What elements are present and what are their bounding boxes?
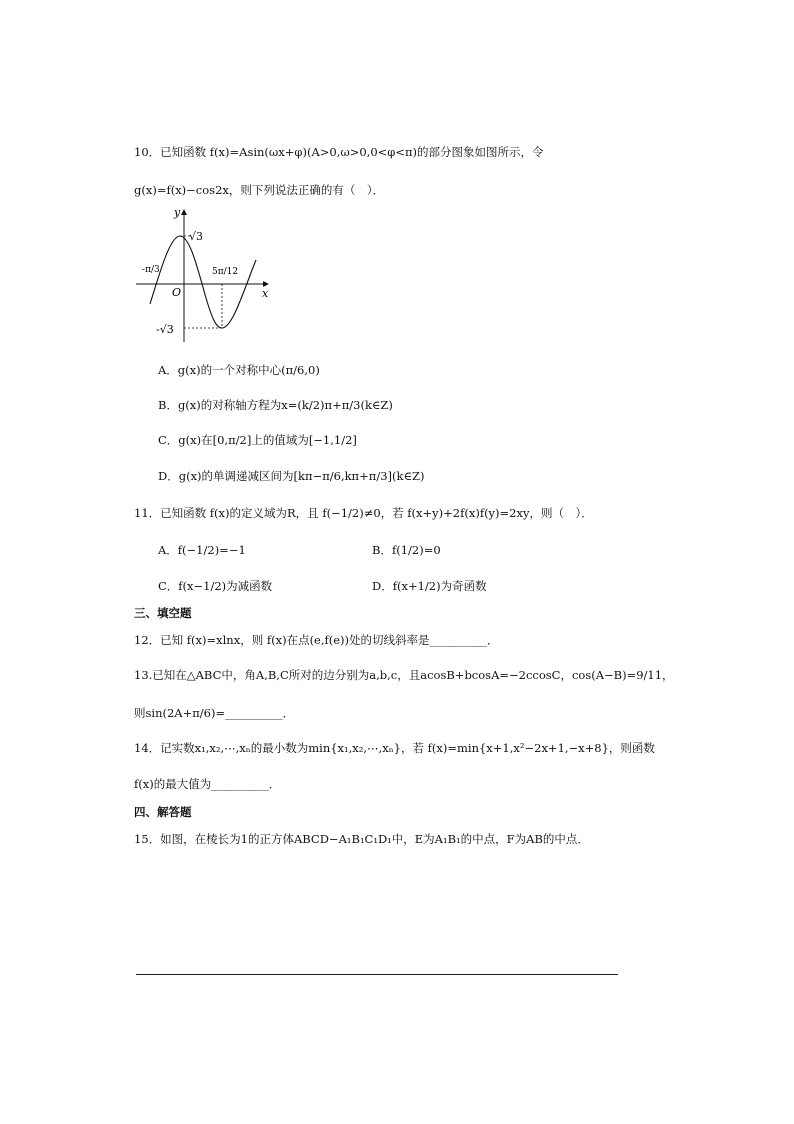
max-value-label: √3 [189, 230, 204, 243]
q10-option-c: C．g(x)在[0,π/2]上的值域为[−1,1/2] [158, 433, 357, 447]
q10-option-a: A．g(x)的一个对称中心(π/6,0) [158, 363, 320, 377]
sine-graph [130, 205, 290, 345]
left-zero-label: -π/3 [142, 265, 160, 275]
section-fill-in-blank: 三、填空题 [134, 606, 192, 620]
origin-label: O [172, 286, 182, 299]
q14-line1: 14．记实数x₁,x₂,⋯,xₙ的最小数为min{x₁,x₂,⋯,xₙ}，若 f(x)=min{x+1,x²−2x+1,−x+8}，则函数 [134, 741, 655, 755]
min-x-label: 5π/12 [212, 267, 239, 277]
q11-option-a: A．f(−1/2)=−1 [158, 543, 246, 557]
q11-option-c: C．f(x−1/2)为减函数 [158, 579, 273, 593]
q11-option-b: B．f(1/2)=0 [372, 543, 441, 557]
q11-stem: 11．已知函数 f(x)的定义域为R，且 f(−1/2)≠0，若 f(x+y)+2f(x)f(y)=2xy，则（ ）． [134, 506, 593, 520]
q10-option-b: B．g(x)的对称轴方程为x=(k/2)π+π/3(k∈Z) [158, 398, 393, 412]
section-answer-questions: 四、解答题 [134, 805, 192, 819]
q12: 12．已知 f(x)=xlnx，则 f(x)在点(e,f(e))处的切线斜率是__________． [134, 633, 499, 647]
y-axis-label: y [174, 206, 181, 219]
min-value-label: -√3 [156, 323, 174, 336]
q14-line2: f(x)的最大值为__________． [134, 777, 281, 791]
q10-stem-line1: 10．已知函数 f(x)=Asin(ωx+φ)(A>0,ω>0,0<φ<π)的部分图象如图所示，令 [134, 145, 544, 159]
q10-stem-line2: g(x)=f(x)−cos2x，则下列说法正确的有（ ）． [134, 183, 385, 197]
footer-rule [136, 974, 618, 975]
q11-option-d: D．f(x+1/2)为奇函数 [372, 579, 487, 593]
q15: 15．如图，在棱长为1的正方体ABCD−A₁B₁C₁D₁中，E为A₁B₁的中点，F为AB的中点． [134, 832, 589, 846]
x-axis-label: x [262, 287, 269, 300]
q10-option-d: D．g(x)的单调递减区间为[kπ−π/6,kπ+π/3](k∈Z) [158, 469, 425, 483]
sine-curve [150, 236, 256, 328]
q13-line1: 13.已知在△ABC中，角A,B,C所对的边分别为a,b,c，且acosB+bcosA=−2ccosC，cos(A−B)=9/11， [134, 668, 674, 682]
q13-line2: 则sin(2A+π/6)=__________． [134, 706, 295, 720]
